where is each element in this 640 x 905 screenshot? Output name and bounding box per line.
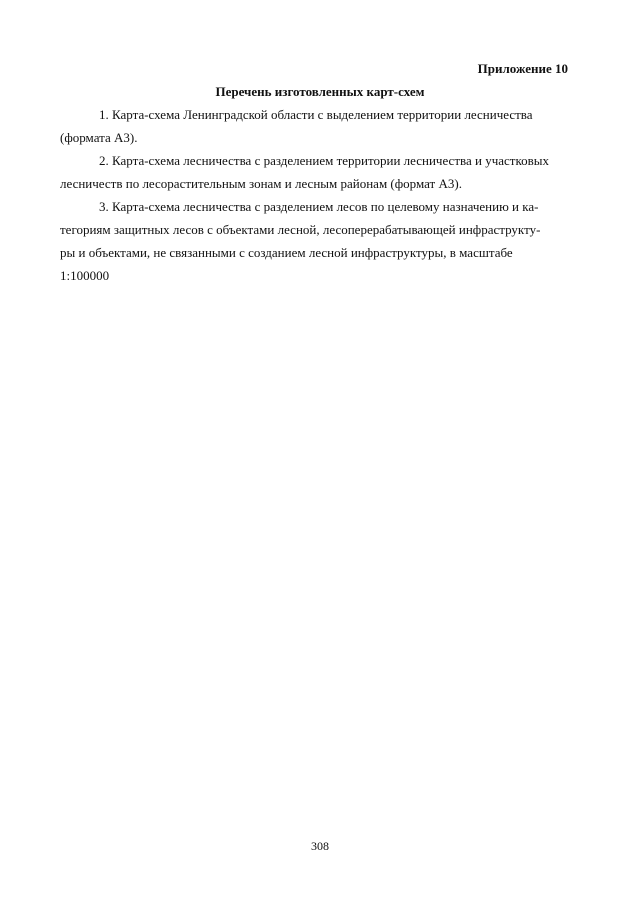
text-line: ры и объектами, не связанными с созданием лесной инфраструктуры, в масштабе (60, 245, 513, 260)
list-item-2 (60, 149, 590, 195)
document-title: Перечень изготовленных карт-схем (215, 84, 425, 99)
map-list (60, 103, 590, 287)
list-item-1 (60, 103, 590, 149)
text-line: (формата А3). (60, 130, 138, 145)
text-line: лесничеств по лесорастительным зонам и лесным районам (формат А3). (60, 176, 462, 191)
text-line: тегориям защитных лесов с объектами лесной, лесоперерабатывающей инфраструкту- (60, 222, 541, 237)
text-line: 1. Карта-схема Ленинградской области с выделением территории лесничества (99, 107, 533, 122)
text-line: 1:100000 (60, 268, 110, 283)
appendix-label: Приложение 10 (477, 61, 568, 76)
list-item-3 (60, 195, 590, 287)
text-line: 3. Карта-схема лесничества с разделением лесов по целевому назначению и ка- (99, 199, 539, 214)
page-number: 308 (311, 839, 329, 853)
text-line: 2. Карта-схема лесничества с разделением территории лесничества и участковых (99, 153, 549, 168)
